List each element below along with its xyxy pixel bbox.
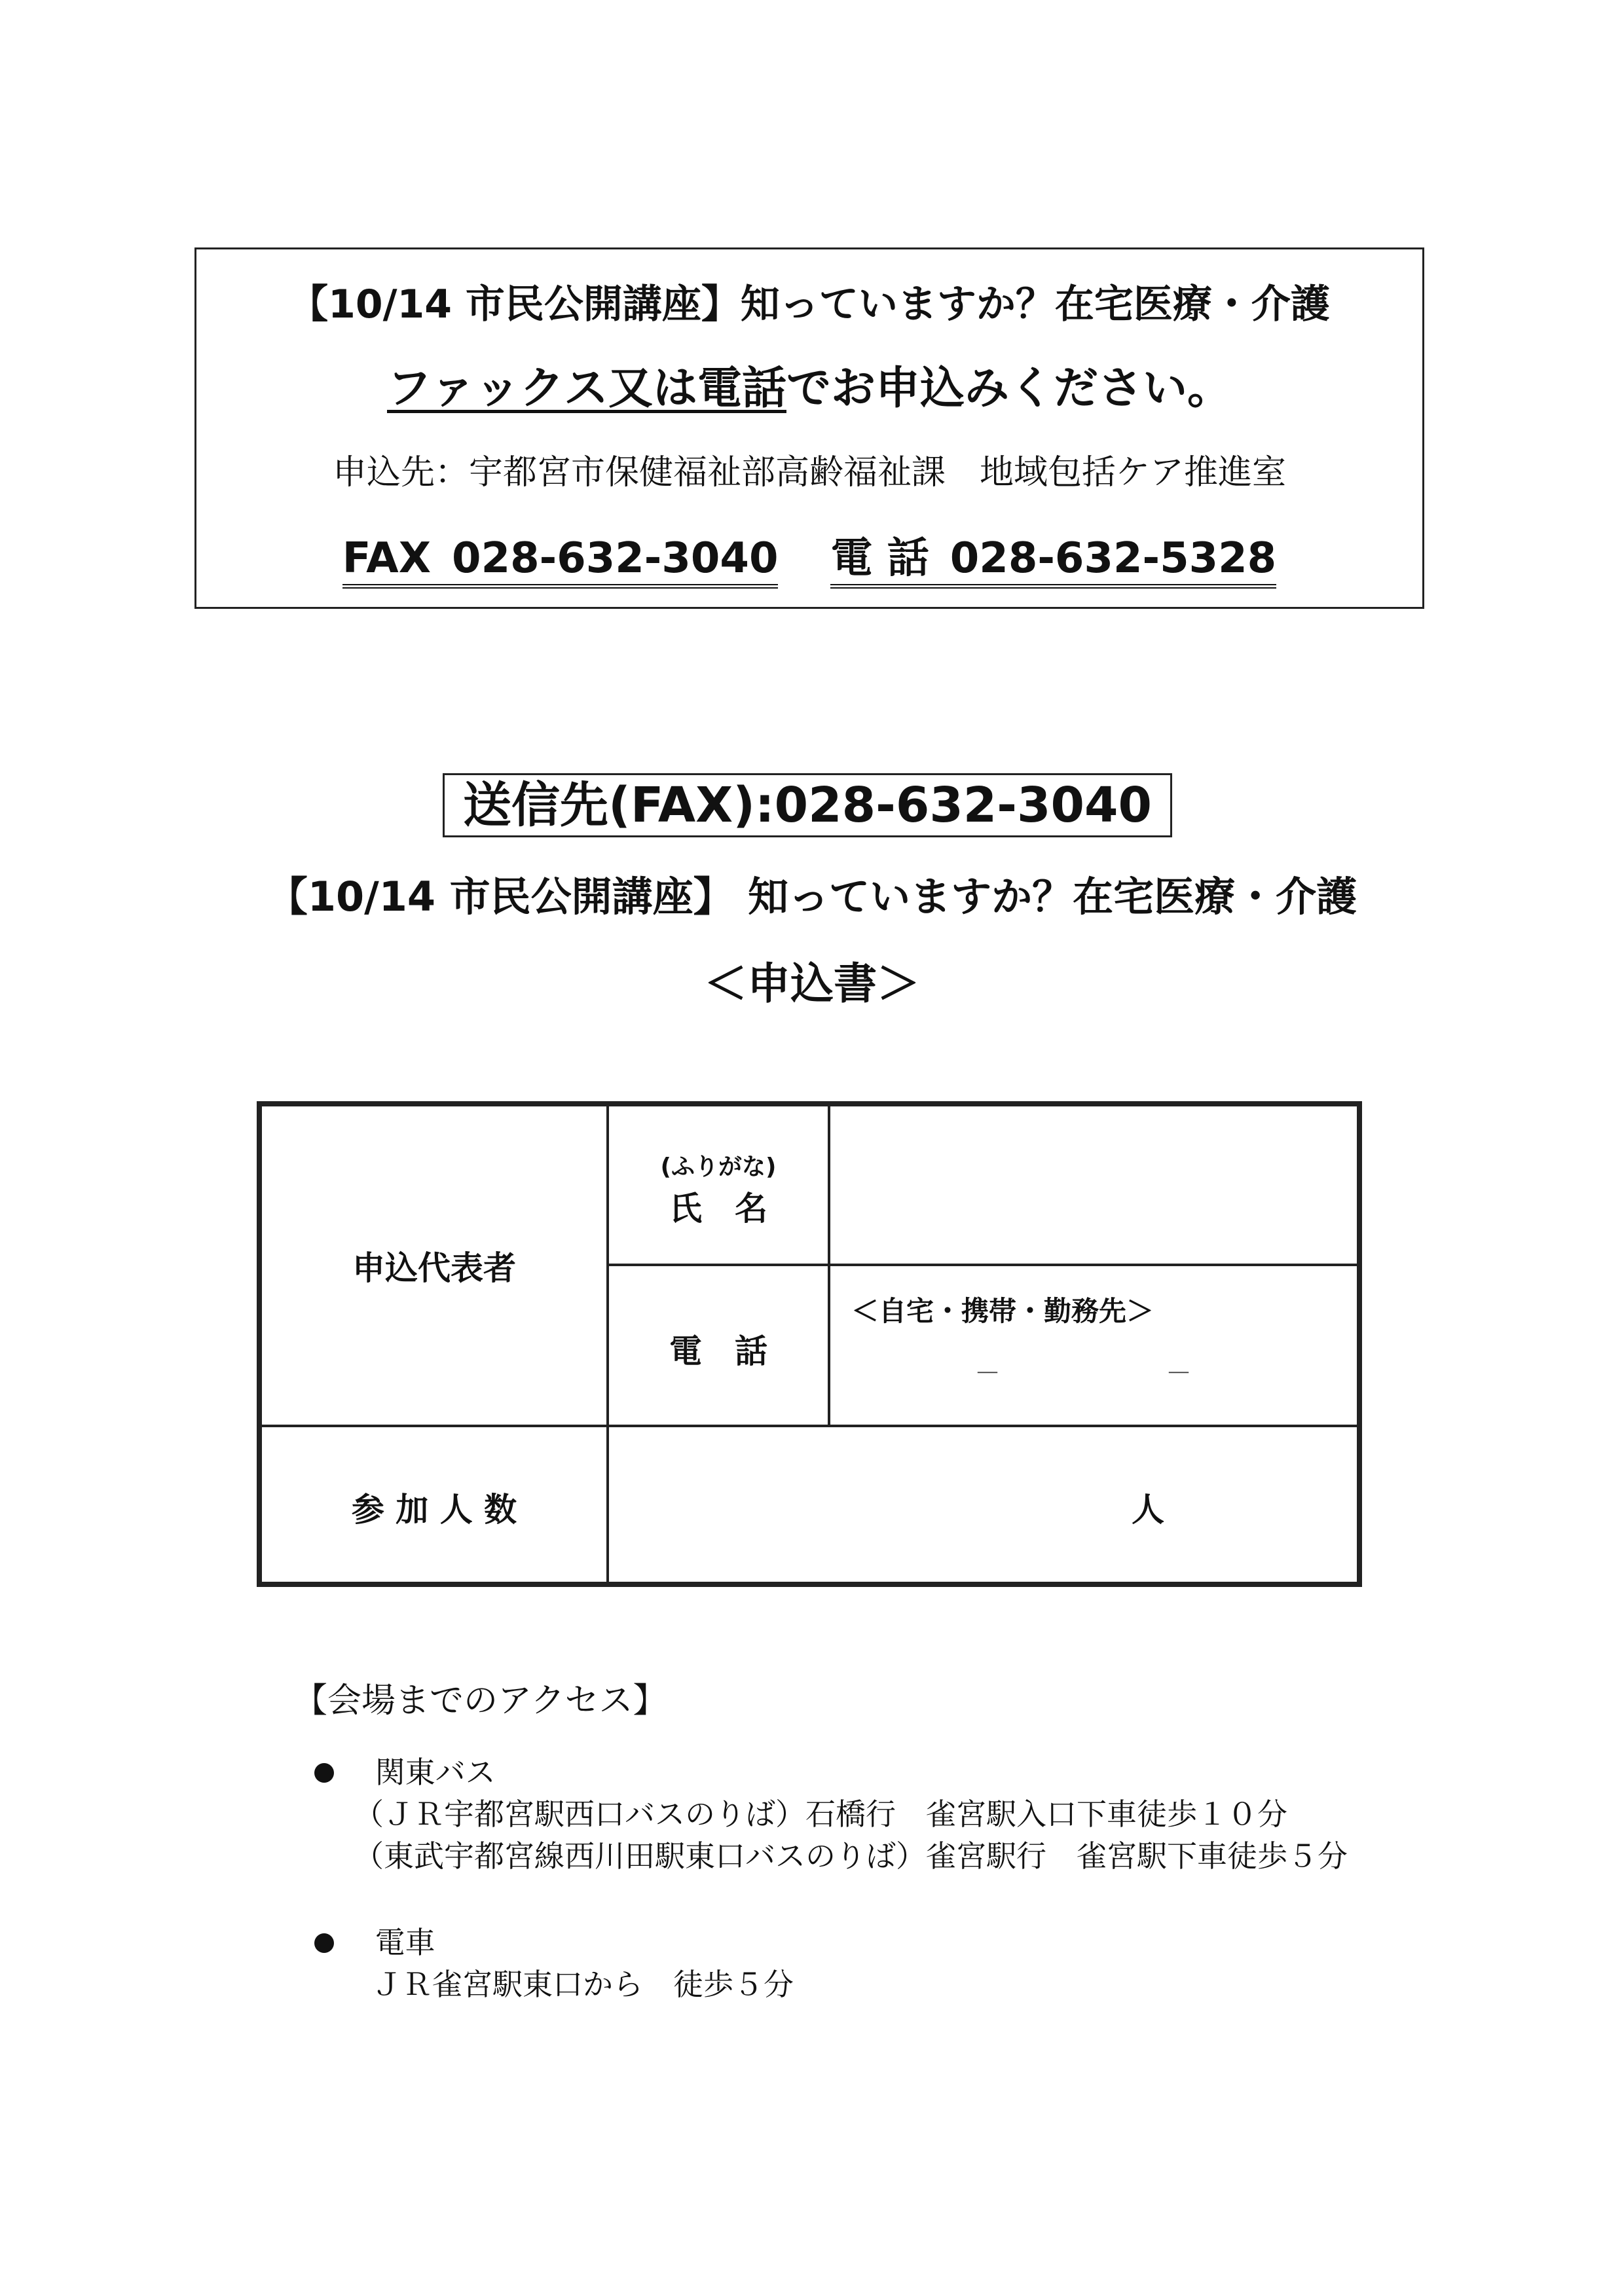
notice-title: 【10/14 市民公開講座】知っていますか？在宅医療・介護 bbox=[289, 282, 1330, 327]
table-rule bbox=[262, 1425, 1357, 1427]
phone-label: 電 話 bbox=[669, 1332, 767, 1370]
access-line: ＪＲ雀宮駅東口から 徒歩５分 bbox=[372, 1967, 794, 2002]
access-line: （東武宇都宮線西川田駅東口バスのりば）雀宮駅行 雀宮駅下車徒歩５分 bbox=[354, 1838, 1348, 1874]
access-heading: 【会場までのアクセス】 bbox=[293, 1681, 667, 1721]
participants-label: 参 加 人 数 bbox=[351, 1491, 517, 1529]
tel-label: 電 話 bbox=[830, 534, 929, 583]
fax-number: 028-632-3040 bbox=[452, 534, 779, 583]
access-line: （ＪＲ宇都宮駅西口バスのりば）石橋行 雀宮駅入口下車徒歩１０分 bbox=[354, 1796, 1287, 1832]
notice-method-emphasis: ファックス又は電話 bbox=[387, 363, 786, 414]
bullet-icon bbox=[314, 1933, 334, 1953]
form-subtitle: ＜申込書＞ bbox=[704, 958, 920, 1009]
name-field[interactable] bbox=[830, 1120, 1354, 1261]
representative-label: 申込代表者 bbox=[352, 1249, 516, 1287]
notice-contact bbox=[196, 524, 1422, 585]
notice-method bbox=[196, 353, 1422, 416]
access-item-title: 電車 bbox=[375, 1925, 435, 1960]
notice-tel bbox=[830, 534, 1276, 589]
notice-destination: 申込先：宇都宮市保健福祉部高齢福祉課 地域包括ケア推進室 bbox=[332, 453, 1286, 492]
phone-dash: － bbox=[974, 1358, 1001, 1389]
form-title: 【10/14 市民公開講座】 知っていますか？在宅医療・介護 bbox=[267, 873, 1357, 920]
bullet-icon bbox=[314, 1763, 334, 1783]
notice-box bbox=[194, 247, 1424, 609]
phone-dash: － bbox=[1166, 1358, 1192, 1389]
access-item bbox=[314, 1749, 496, 1792]
phone-type-hint: ＜自宅・携帯・勤務先＞ bbox=[851, 1295, 1154, 1327]
application-table bbox=[257, 1101, 1362, 1587]
furigana-label: (ふりがな) bbox=[660, 1154, 777, 1180]
table-rule bbox=[606, 1264, 1357, 1266]
notice-method-rest: でお申込みください。 bbox=[786, 363, 1232, 414]
participants-unit: 人 bbox=[1132, 1491, 1164, 1529]
notice-fax bbox=[342, 534, 779, 589]
access-item-title: 関東バス bbox=[375, 1755, 496, 1790]
fax-destination: 送信先(FAX):028-632-3040 bbox=[443, 773, 1172, 837]
tel-number: 028-632-5328 bbox=[950, 534, 1277, 583]
fax-label: FAX bbox=[342, 534, 432, 583]
access-item bbox=[314, 1919, 435, 1962]
name-label: 氏 名 bbox=[669, 1190, 767, 1228]
